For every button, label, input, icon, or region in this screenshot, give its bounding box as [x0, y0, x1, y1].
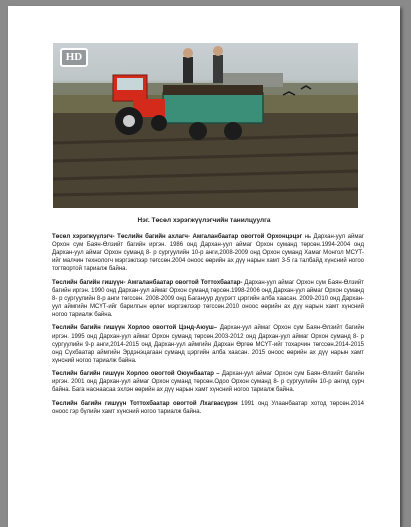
trailer-wheel — [189, 122, 207, 140]
photo-scene — [53, 43, 358, 208]
trailer-wheel — [224, 122, 242, 140]
paragraph-member — [52, 400, 364, 416]
paragraph-text: 1991 онд Улаанбаатар хотод төрсөн.2014 оноос гэр бүлийн хамт хүнсний ногоо тариалж байна. — [52, 400, 364, 415]
document-page — [8, 6, 400, 527]
person-head — [213, 46, 223, 56]
document-body — [52, 233, 364, 421]
paragraph-lead: Төслийн багийн гишүүн Хорлоо овогтой Оюунбаатар – — [52, 371, 220, 378]
person-worker — [183, 57, 193, 83]
background-trees — [223, 73, 283, 87]
person-worker — [213, 55, 223, 83]
paragraph-member — [52, 279, 364, 319]
paragraph-text: Дархан-уул аймаг Орхон сум Баян-Өлзийт багийн иргэн. 1990 онд Дархан-уул аймаг Орхон суманд төрсөн.1998-2006 онд Дархан-уул аймаг Орхон суманд 8- р сургуулийн 8-р анги төгссөн. 2008-2009 онд Багануур дүүрэгт цэргийн алба хаасан. 2009-2010 онд Дархан-уул аймгийн МСҮТ-ийг барилгын өрлөг мэргэжлээр төгссөн.2010 оноос өөрийн ах дүү нарын хамт хүнсний ногоо тариалж байна. — [52, 279, 364, 318]
farm-tractor-photo — [53, 43, 358, 208]
paragraph-text: Дархан-уул аймаг Орхон сум Баян-Өлзийт багийн иргэн. 2001 онд Дархан-уул аймаг Орхон суманд төрсөн.Одоо Орхон суманд 8- р сургуулийн 10-р ангид сурч байна. Бага наснаасаа эхлэн өөрийн ах дүү нарын хамт хүнсний ногоо тариалж байна. — [52, 371, 364, 394]
paragraph-leader — [52, 233, 364, 273]
paragraph-lead: Төслийн багийн гишүүн Тоттохбаатар овогтой Лхагвасүрэн — [52, 400, 238, 407]
tractor-window — [117, 78, 143, 90]
paragraph-member — [52, 370, 364, 394]
paragraph-lead: Төслийн багийн гишүүн Хорлоо овогтой Цэнд-Аюуш– — [52, 325, 218, 332]
section-caption: Нэг. Төсөл хэрэгжүүлэгчийн танилцуулга — [137, 217, 271, 224]
trailer — [163, 93, 263, 123]
paragraph-lead: Төслийн багийн гишүүн- Амгаланбаатар овогтой Тоттохбаатар- — [52, 279, 243, 286]
paragraph-lead: Төсөл хэрэгжүүлэгч- Төслийн багийн ахлагч- Амгаланбаатар овогтой Орхонцэцэг — [52, 234, 303, 240]
tractor-rear-hub — [123, 115, 135, 127]
paragraph-member — [52, 324, 364, 364]
tractor-front-wheel — [151, 115, 167, 131]
paragraph-text: Дархан-уул аймаг Орхон сум Баян-Өлзийт багийн иргэн. 1995 онд Дархан-уул аймаг Орхон суманд төрсөн.2003-2012 онд Дархан-уул аймаг Орхон суманд 8- р сургуулийн 9-р анги,2014-2015 онд Дархан-уул аймгийн Дархан Өргөө МСҮТ-ийг тохарчин төгссөн.2014-2015 онд Сүхбаатар аймгийн Эрдэнэцагаан суманд цэргийн алба хаасан. 2015 оноос өөрийн ах дүү нарын хамт хүнсний ногоо тариалж байна. — [52, 325, 364, 364]
trailer-load — [163, 85, 263, 95]
person-head — [183, 48, 193, 58]
hd-logo: HD — [60, 48, 88, 67]
paragraph-text: нь Дархан-уул аймаг Орхон сум Баян-Өлзийт багийн иргэн. 1986 онд Дархан-уул аймаг Орхон суманд төрсөн.1994-2004 онд Дархан-уул аймаг Орхон суманд 8- р сургуулийн 10-р анги,2008-2009 онд Орхон суманд Хамаг Монгол МСҮТ-ийг малчин технологч мэргэжлээр төгссөн.2004 оноос өөрийн ах дүү нарын хамт 3-5 га талбайд хүнсний ногоо тогтвортой тариалж байна. — [52, 234, 364, 273]
